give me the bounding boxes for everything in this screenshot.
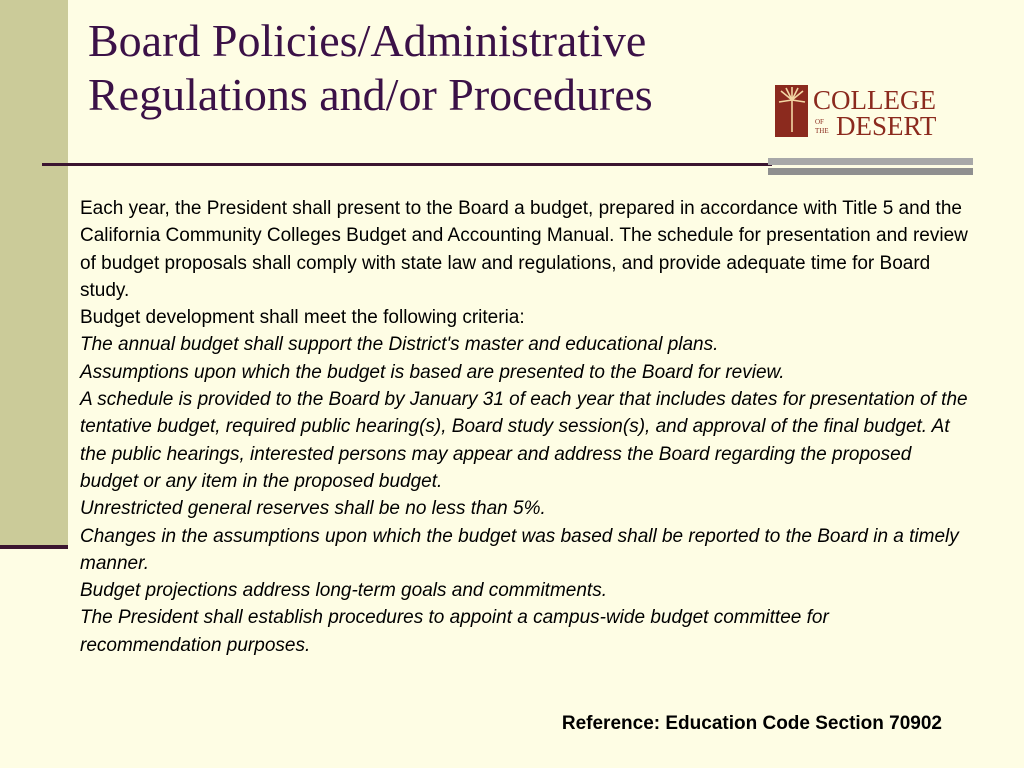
title-line-1: Board Policies/Administrative: [88, 15, 647, 66]
logo-the-text: THE: [815, 127, 829, 135]
title-underline: [42, 163, 772, 166]
criteria-text: The annual budget shall support the District's master and educational plans.: [80, 334, 719, 356]
side-accent-bar: [0, 0, 68, 545]
decorative-stripes: [768, 158, 973, 179]
logo-of-text: OF: [815, 118, 824, 126]
college-of-the-desert-logo: [773, 82, 969, 140]
criteria-item: [80, 495, 970, 522]
title-line-2: Regulations and/or Procedures: [88, 69, 653, 120]
criteria-item: [80, 359, 970, 386]
criteria-text: A schedule is provided to the Board by January 31 of each year that includes dates for presentation of the tentative budget, required public hearing(s), Board study session(s), and approval of the final budget. At the public hearings, interested persons may appear and address the Board regarding the proposed budget or any item in the proposed budget.: [80, 389, 968, 492]
logo-college-text: COLLEGE: [813, 85, 936, 115]
side-accent-rule: [0, 545, 68, 549]
reference-note: Reference: Education Code Section 70902: [561, 713, 942, 734]
criteria-item: [80, 331, 970, 358]
criteria-intro: Budget development shall meet the following criteria:: [80, 307, 525, 329]
criteria-text: Assumptions upon which the budget is based are presented to the Board for review.: [80, 361, 785, 383]
criteria-text: Changes in the assumptions upon which the budget was based shall be reported to the Board in a timely manner.: [80, 525, 959, 574]
logo-desert-text: DESERT: [836, 111, 937, 140]
intro-paragraph: Each year, the President shall present to the Board a budget, prepared in accordance with Title 5 and the California Community Colleges Budget and Accounting Manual. The schedule for presentation and review of budget proposals shall comply with state law and regulations, and provide adequate time for Board study.: [80, 198, 968, 301]
criteria-item: [80, 523, 970, 578]
criteria-item: [80, 386, 970, 495]
slide-body: [80, 195, 970, 659]
criteria-text: Unrestricted general reserves shall be no less than 5%.: [80, 498, 546, 520]
criteria-item: [80, 577, 970, 604]
slide-title: [88, 14, 768, 122]
closing-paragraph: The President shall establish procedures to appoint a campus-wide budget committee for recommendation purposes.: [80, 607, 829, 656]
criteria-text: Budget projections address long-term goals and commitments.: [80, 580, 607, 602]
